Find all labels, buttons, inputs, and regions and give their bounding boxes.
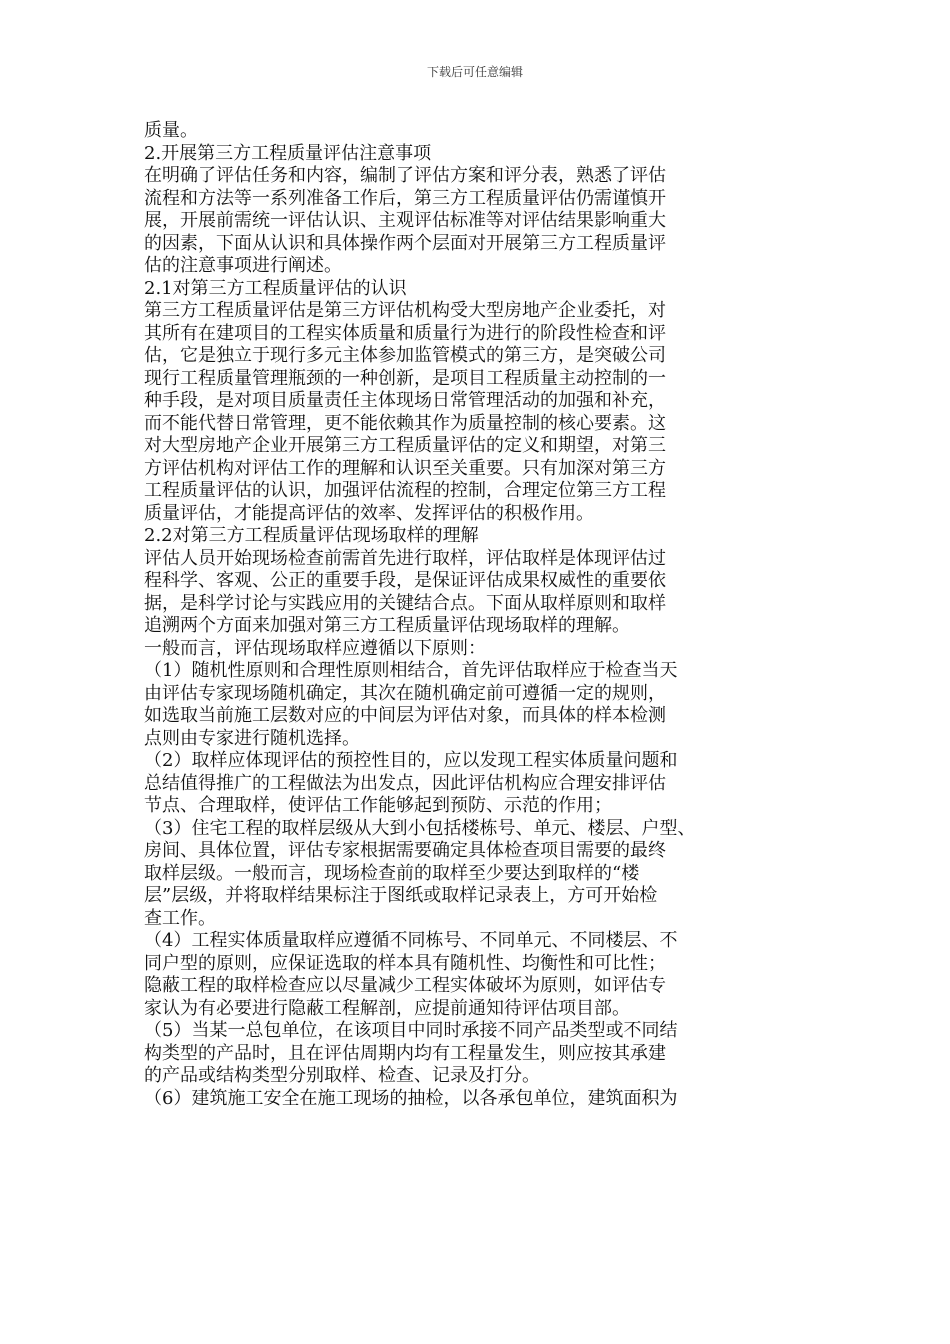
- text-line: 总结值得推广的工程做法为出发点，因此评估机构应合理安排评估: [144, 772, 666, 794]
- text-line: 方评估机构对评估工作的理解和认识至关重要。只有加深对第三方: [144, 457, 666, 479]
- text-line: 评估人员开始现场检查前需首先进行取样，评估取样是体现评估过: [144, 547, 666, 569]
- text-line: 工程质量评估的认识，加强评估流程的控制，合理定位第三方工程: [144, 480, 666, 501]
- text-line: 质量评估，才能提高评估的效率、发挥评估的积极作用。: [144, 502, 594, 524]
- text-line: （3）住宅工程的取样层级从大到小包括楼栋号、单元、楼层、户型、: [144, 817, 696, 839]
- text-line: 节点、合理取样，使评估工作能够起到预防、示范的作用；: [144, 795, 612, 816]
- text-line: 2.2对第三方工程质量评估现场取样的理解: [144, 525, 479, 546]
- text-line: 种手段，是对项目质量责任主体现场日常管理活动的加强和补充，: [144, 390, 666, 411]
- text-line: （4）工程实体质量取样应遵循不同栋号、不同单元、不同楼层、不: [144, 930, 678, 951]
- text-line: 由评估专家现场随机确定，其次在随机确定前可遵循一定的规则，: [144, 682, 666, 704]
- text-line: （2）取样应体现评估的预控性目的，应以发现工程实体质量问题和: [144, 750, 678, 771]
- document-body: [144, 120, 820, 1110]
- text-line: 据，是科学讨论与实践应用的关键结合点。下面从取样原则和取样: [144, 592, 666, 614]
- text-line: 如选取当前施工层数对应的中间层为评估对象，而具体的样本检测: [144, 705, 666, 726]
- text-line: 2.1对第三方工程质量评估的认识: [144, 277, 407, 299]
- text-line: 程科学、客观、公正的重要手段，是保证评估成果权威性的重要依: [144, 570, 666, 591]
- text-line: 2.开展第三方工程质量评估注意事项: [144, 142, 432, 164]
- text-line: 家认为有必要进行隐蔽工程解剖，应提前通知待评估项目部。: [144, 997, 630, 1019]
- text-line: 层”层级，并将取样结果标注于图纸或取样记录表上，方可开始检: [144, 885, 658, 906]
- text-line: 构类型的产品时，且在评估周期内均有工程量发生，则应按其承建: [144, 1042, 666, 1064]
- text-line: 对大型房地产企业开展第三方工程质量评估的定义和期望，对第三: [144, 435, 666, 456]
- text-line: 第三方工程质量评估是第三方评估机构受大型房地产企业委托，对: [144, 300, 666, 321]
- text-line: 质量。: [144, 120, 198, 141]
- text-line: 估的注意事项进行阐述。: [144, 255, 342, 276]
- text-line: 其所有在建项目的工程实体质量和质量行为进行的阶段性检查和评: [144, 322, 666, 344]
- page-header-note: 下载后可任意编辑: [426, 65, 523, 79]
- text-line: （1）随机性原则和合理性原则相结合，首先评估取样应于检查当天: [144, 660, 678, 681]
- text-line: 在明确了评估任务和内容，编制了评估方案和评分表，熟悉了评估: [144, 165, 666, 186]
- text-line: 一般而言，评估现场取样应遵循以下原则：: [144, 637, 486, 659]
- text-line: 的因素，下面从认识和具体操作两个层面对开展第三方工程质量评: [144, 232, 666, 254]
- text-line: 的产品或结构类型分别取样、检查、记录及打分。: [144, 1065, 540, 1086]
- text-line: 隐蔽工程的取样检查应以尽量减少工程实体破坏为原则，如评估专: [144, 975, 666, 996]
- text-line: 同户型的原则，应保证选取的样本具有随机性、均衡性和可比性；: [144, 952, 666, 974]
- text-line: 现行工程质量管理瓶颈的一种创新，是项目工程质量主动控制的一: [144, 367, 666, 389]
- text-line: 流程和方法等一系列准备工作后，第三方工程质量评估仍需谨慎开: [144, 187, 666, 209]
- text-line: 取样层级。一般而言，现场检查前的取样至少要达到取样的“楼: [144, 862, 640, 884]
- text-line: 点则由专家进行随机选择。: [144, 727, 360, 749]
- text-line: 房间、具体位置，评估专家根据需要确定具体检查项目需要的最终: [144, 840, 666, 861]
- text-line: 而不能代替日常管理，更不能依赖其作为质量控制的核心要素。这: [144, 412, 666, 434]
- text-line: 估，它是独立于现行多元主体参加监管模式的第三方，是突破公司: [144, 345, 666, 366]
- text-line: 追溯两个方面来加强对第三方工程质量评估现场取样的理解。: [144, 615, 630, 636]
- text-line: （6）建筑施工安全在施工现场的抽检，以各承包单位，建筑面积为: [144, 1087, 678, 1109]
- text-line: （5）当某一总包单位，在该项目中同时承接不同产品类型或不同结: [144, 1020, 678, 1041]
- text-line: 查工作。: [144, 907, 216, 929]
- text-line: 展，开展前需统一评估认识、主观评估标准等对评估结果影响重大: [144, 210, 666, 231]
